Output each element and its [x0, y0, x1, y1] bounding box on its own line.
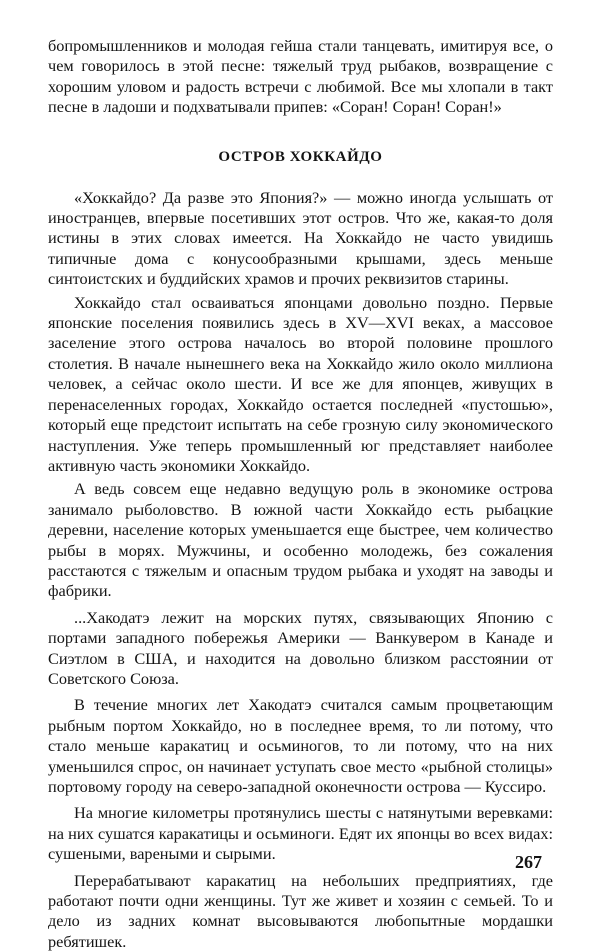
book-page	[48, 36, 553, 952]
paragraph-7: Перерабатывают каракатиц на небольших предприятиях, где работают почти одни женщины. Тут же живет и хозяин с семьей. То и дело из задних комнат высовываются любопытные мордашки ребятишек.	[48, 870, 553, 951]
continuation-paragraph: бопромышленников и молодая гейша стали танцевать, имитируя все, о чем говорилось в этой песне: тяжелый труд рыбаков, возвращение с хорошим уловом и радость встречи с любимой. Все мы хлопали в такт песне в ладоши и подхватывали припев: «Соран! Соран! Соран!»	[48, 36, 553, 117]
paragraph-4: ...Хакодатэ лежит на морских путях, связывающих Японию с портами западного побережья Америки — Ванкувером в Канаде и Сиэтлом в США, и находится на довольно близком расстоянии от Советского Союза.	[48, 607, 553, 688]
paragraph-2: Хоккайдо стал осваиваться японцами довольно поздно. Первые японские поселения появились здесь в XV—XVI веках, а массовое заселение этого острова началось во второй половине прошлого столетия. В начале нынешнего века на Хоккайдо жило около миллиона человек, а сейчас около шести. И все же для японцев, живущих в перенаселенных городах, Хоккайдо остается последней «пустошью», который еще предстоит испытать на себе грозную силу экономического наступления. Уже теперь промышленный юг представляет наиболее активную часть экономики Хоккайдо.	[48, 292, 553, 475]
paragraph-5: В течение многих лет Хакодатэ считался самым процветающим рыбным портом Хоккайдо, но в последнее время, то ли потому, что стало меньше каракатиц и осьминогов, то ли потому, что на них уменьшился спрос, он начинает уступать свое место «рыбной столицы» портовому городу на северо-западной оконечности острова — Куссиро.	[48, 695, 553, 796]
paragraph-3: А ведь совсем еще недавно ведущую роль в экономике острова занимало рыболовство. В южной части Хоккайдо есть рыбацкие деревни, население которых уменьшается еще быстрее, чем количество рыбы в морях. Мужчины, и особенно молодежь, без сожаления расстаются с тяжелым и опасным трудом рыбака и уходят на заводы и фабрики.	[48, 479, 553, 601]
page-number: 267	[515, 852, 542, 872]
section-heading: ОСТРОВ ХОККАЙДО	[218, 148, 383, 165]
paragraph-6: На многие километры протянулись шесты с натянутыми веревками: на них сушатся каракатицы и осьминоги. Едят их японцы во всех видах: сушеными, вареными и сырыми.	[48, 803, 553, 864]
paragraph-1: «Хоккайдо? Да разве это Япония?» — можно иногда услышать от иностранцев, впервые посетивших этот остров. Что же, какая-то доля истины в этих словах имеется. На Хоккайдо не часто увидишь типичные дома с конусообразными крышами, здесь меньше синтоистских и буддийских храмов и прочих реквизитов старины.	[48, 187, 553, 289]
